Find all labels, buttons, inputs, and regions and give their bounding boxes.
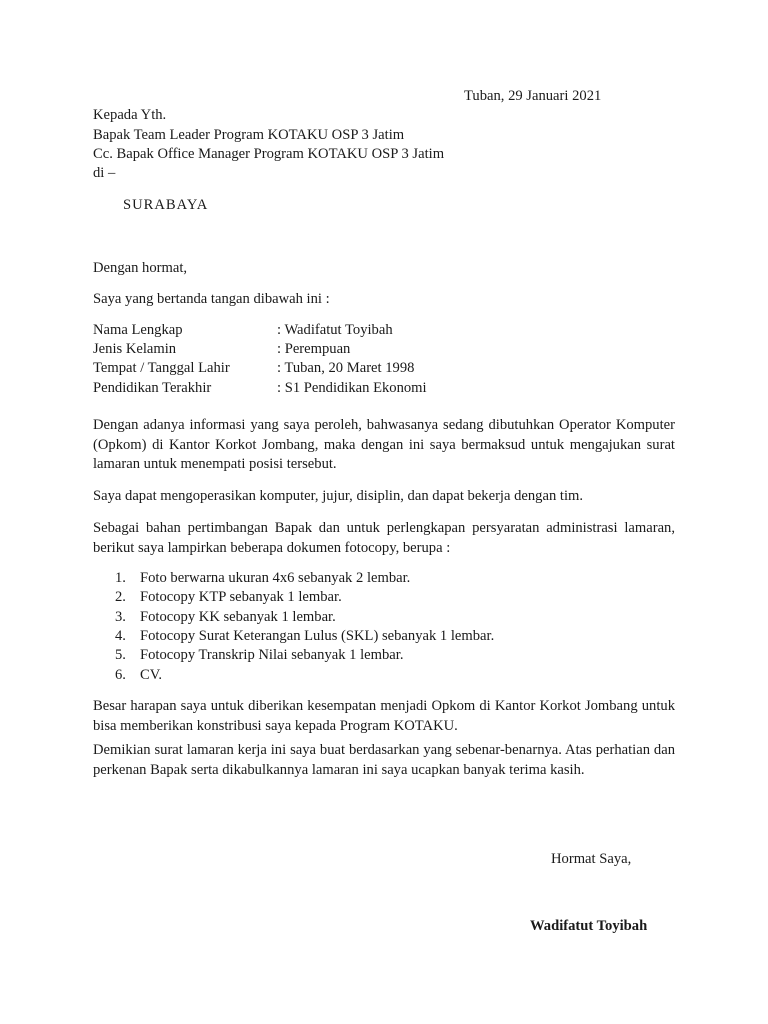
identity-value: : S1 Pendidikan Ekonomi (277, 380, 427, 396)
attachment-text: Fotocopy Transkrip Nilai sebanyak 1 lembar. (140, 647, 404, 663)
attachment-item (115, 627, 494, 647)
identity-label: Tempat / Tanggal Lahir (93, 360, 230, 376)
paragraph-skills: Saya dapat mengoperasikan komputer, jujur, disiplin, dan dapat bekerja dengan tim. (93, 488, 584, 504)
attachment-number: 6. (115, 667, 126, 683)
attachment-text: Foto berwarna ukuran 4x6 sebanyak 2 lembar. (140, 570, 411, 586)
paragraph-attachments-intro: Sebagai bahan pertimbangan Bapak dan untuk perlengkapan persyaratan administrasi lamaran, berikut saya lampirkan beberapa dokumen fotocopy, berupa : (93, 520, 675, 556)
attachment-item (115, 608, 336, 628)
identity-value: : Tuban, 20 Maret 1998 (277, 360, 415, 376)
salutation: Dengan hormat, (93, 260, 188, 276)
attachment-item (115, 569, 410, 589)
attachment-text: Fotocopy KK sebanyak 1 lembar. (140, 609, 336, 625)
paragraph-opening: Dengan adanya informasi yang saya peroleh, bahwasanya sedang dibutuhkan Operator Komputer (Opkom) di Kantor Korkot Jombang, maka dengan ini saya bermaksud untuk mengajukan surat lamaran untuk menempati posisi tersebut. (93, 417, 675, 472)
identity-value: : Wadifatut Toyibah (277, 322, 393, 338)
recipient-line-3: Cc. Bapak Office Manager Program KOTAKU OSP 3 Jatim (93, 146, 445, 162)
identity-label: Nama Lengkap (93, 322, 183, 338)
attachment-text: Fotocopy KTP sebanyak 1 lembar. (140, 589, 342, 605)
identity-label: Pendidikan Terakhir (93, 380, 212, 396)
attachment-number: 5. (115, 647, 126, 663)
recipient-line-1: Kepada Yth. (93, 107, 167, 123)
intro-line: Saya yang bertanda tangan dibawah ini : (93, 291, 330, 307)
attachment-item (115, 588, 342, 608)
attachment-text: Fotocopy Surat Keterangan Lulus (SKL) sebanyak 1 lembar. (140, 628, 495, 644)
attachment-number: 2. (115, 589, 126, 605)
paragraph-hope: Besar harapan saya untuk diberikan kesempatan menjadi Opkom di Kantor Korkot Jombang untuk bisa memberikan konstribusi saya kepada Program KOTAKU. (93, 698, 675, 734)
recipient-line-2: Bapak Team Leader Program KOTAKU OSP 3 Jatim (93, 127, 405, 143)
attachment-item (115, 646, 403, 666)
recipient-line-4: di – (93, 165, 116, 181)
attachment-number: 1. (115, 570, 126, 586)
date-line: Tuban, 29 Januari 2021 (464, 88, 602, 104)
attachment-text: CV. (140, 667, 163, 683)
signer-name: Wadifatut Toyibah (530, 918, 648, 934)
attachment-number: 3. (115, 609, 126, 625)
identity-value: : Perempuan (277, 341, 351, 357)
attachment-number: 4. (115, 628, 126, 644)
paragraph-closing: Demikian surat lamaran kerja ini saya buat berdasarkan yang sebenar-benarnya. Atas perhatian dan perkenan Bapak serta dikabulkannya lamaran ini saya ucapkan banyak terima kasih. (93, 742, 675, 778)
recipient-city: SURABAYA (123, 197, 209, 213)
identity-label: Jenis Kelamin (93, 341, 177, 357)
closing-greeting: Hormat Saya, (551, 851, 632, 867)
attachment-item (115, 666, 162, 686)
